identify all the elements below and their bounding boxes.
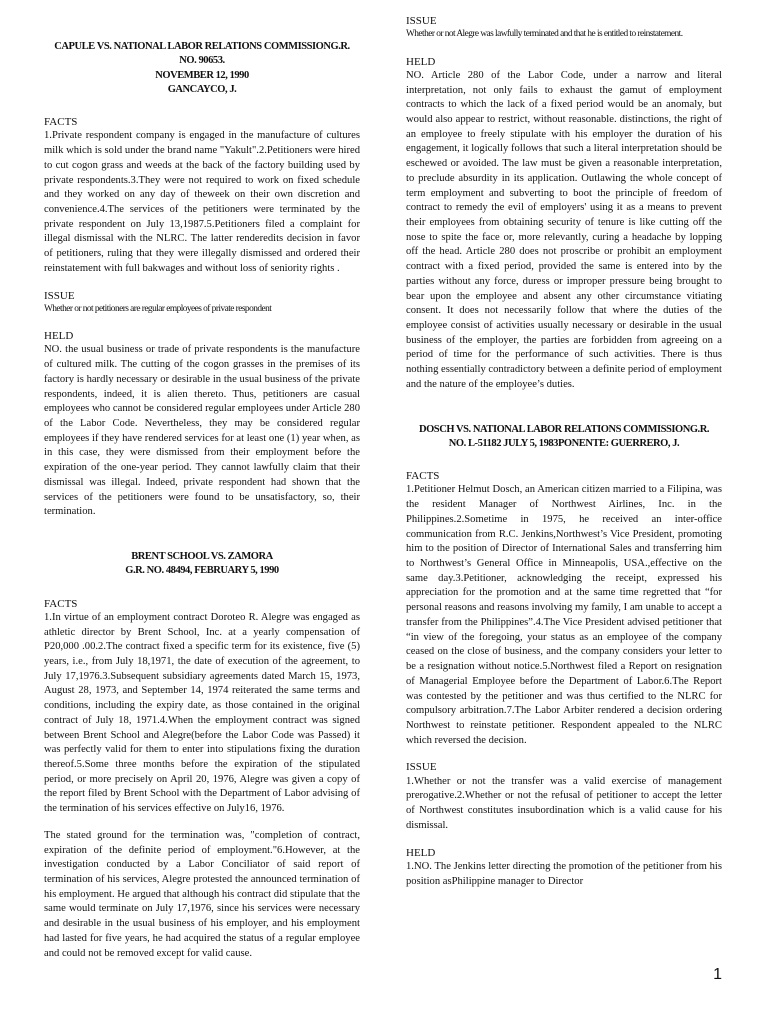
facts-text: 1.Private respondent company is engaged in the manufacture of cultures milk which is sold under the brand name "Yakult".2.Petitioners were hired to cut cogon grass and weeds at the back of the factory building used by private respondents.3.They were not required to work on fixed schedule and they worked on any day of theweek on their own discretion and convenience.4.The services of the petitioners were terminated by the private respondent on July 13,1987.5.Petitioners filed a complaint for illegal dismissal with the NLRC. The latter renderedits decision in favor of petitioners, ruling that they were illegally dismissed and ordered their reinstatement with full bakwages and without loss of seniority rights . (44, 130, 360, 274)
case-number: G.R. NO. 48494, FEBRUARY 5, 1990 (125, 565, 279, 577)
right-column (406, 14, 722, 901)
held-label: HELD (44, 330, 74, 343)
issue-label: ISSUE (44, 289, 75, 302)
facts-text: 1.In virtue of an employment contract Doroteo R. Alegre was engaged as athletic director by Brent School, Inc. at a yearly compensation of P20,000 .00.2.The contract fixed a specific term for its existence, five (5) years, i.e., from July 18,1971, the date of execution of the agreement, to July 17,1976.3.Subsequent subsidiary agreements dated March 15, 1973, August 28, 1973, and September 14, 1974 reiterated the same terms and conditions, including the expiry date, as those contained in the original contract of July 18, 1971.4.When the employment contract was signed between Brent School and Alegre(before the Labor Code was Passed) it was perfectly valid for them to enter into stipulations fixing the duration thereof.5.Some three months before the expiration of the stipulated period, or more precisely on April 20, 1976, Alegre was given a copy of the report filed by Brent School with the Department of Labor advising of the termination of his services effective on July16, 1976. (44, 611, 360, 815)
page-number: 1 (713, 966, 722, 983)
facts-text-continued: The stated ground for the termination was, "completion of contract, expiration of the definite period of employment."6.However, at the investigation conducted by a Labor Conciliator of said report of termination of his services, Alegre protested the announced termination of his employment. He argued that although his contract did stipulate that the same would terminate on July 17,1976, since his services were necessary and desirable in the usual business of his employer, and his employment had lasted for five years, he had acquired the status of a regular employee and could not be removed except for valid cause. (44, 829, 360, 959)
case-title: CAPULE VS. NATIONAL LABOR RELATIONS COMMISSIONG.R. (54, 41, 350, 52)
case-title: BRENT SCHOOL VS. ZAMORA (131, 550, 273, 562)
issue-label: ISSUE (406, 761, 437, 774)
case-heading (406, 423, 722, 452)
left-column (44, 40, 360, 973)
facts-text: 1.Petitioner Helmut Dosch, an American citizen married to a Filipina, was the resident Manager of Northwest Airlines, Inc. in the Philippines.2.Sometime in 1975, he received an inter-office communication from R.C. Jenkins,Northwest’s Vice President, promoting him to the position of Director of International Sales and transferring him to Northwest’s General Office in Minneapolis, USA.,effective on the same day.3.Petitioner, acknowledging the receipt, expressed his appreciation for the promotion and at the same time regretted that “for personal reasons and reasons involving my family, I am unable to accept a transfer from the Philippines”.4.The Vice President advised petitioner that “in view of the foregoing, your status as an employee of the company ceased on the close of business, and the company considers your letter to be a resignation without notice.5.Northwest filed a Report on resignation of Managerial Employee before the Department of Labor.6.The Report was contested by the petitioner and was thus certified to the NLRC for compulsory arbitration.7.The Labor Arbiter rendered a decision ordering Northwest to reinstate petitioner. Respondent appealed to the NLRC which reversed the decision. (406, 484, 722, 746)
case-heading (44, 550, 360, 579)
case-number: NO. L-51182 JULY 5, 1983PONENTE: GUERRERO, J. (448, 437, 680, 449)
issue-label: ISSUE (406, 15, 437, 27)
held-text: 1.NO. The Jenkins letter directing the promotion of the petitioner from his position asPhilippine manager to Director (406, 860, 722, 887)
case-ponente: GANCAYCO, J. (167, 83, 237, 95)
held-text: NO. the usual business or trade of private respondents is the manufacture of cultured milk. The cutting of the cogon grasses in the premises of its factory is hardly necessary or desirable in the usual business of the private respondents, indeed, it is alien thereto. Thus, petitioners are casual employees who cannot be considered regular employees under Article 280 of the Labor Code. Nevertheless, they may be considered regular employees if they have rendered services for at least one (1) year when, as in this case, they were dismissed from their employment before the expiration of the one-year period. They cannot lawfully claim that their dismissal was illegal. Indeed, private respondent had shown that the services of the petitioners were found to be unsatisfactory, so, their termination. (44, 344, 360, 518)
held-text: NO. Article 280 of the Labor Code, under a narrow and literal interpretation, not only fails to exhaust the gamut of employment contracts to which the lack of a fixed period would be an anomaly, but would also appear to restrict, without reasonable. distinctions, the right of an employee to freely stipulate with his employer the duration of his engagement, it logically follows that such a literal interpretation should be eschewed or avoided. The law must be given a reasonable interpretation, to preclude absurdity in its application. Outlawing the whole concept of term employment and subverting to boot the principle of freedom of contract to remedy the evil of employers' using it as a means to prevent their employees from obtaining security of tenure is like cutting off the nose to spite the face or, more relevantly, curing a headache by lopping off the head. Article 280 does not proscribe or prohibit an employment contract with a fixed period, provided the same is entered into by the parties without any force, duress or improper pressure being brought to bear upon the employee and absent any other circumstance vitiating consent. It does not necessarily follow that where the duties of the employee consist of activities usually necessary or desirable in the usual business of the employer, the parties are forbidden from agreeing on a period of time for the performance of such activities. There is thus nothing essentially contradictory between a definite period of employment and the nature of the employee’s duties. (406, 69, 722, 390)
issue-text: 1.Whether or not the transfer was a valid exercise of management prerogative.2.Whether or not the refusal of petitioner to accept the letter of Northwest constitutes insubordination which is a valid cause for his dismissal. (406, 775, 722, 831)
facts-label: FACTS (44, 597, 78, 610)
issue-text: Whether or not Alegre was lawfully terminated and that he is entitled to reinstatement. (406, 29, 683, 40)
case-title: DOSCH VS. NATIONAL LABOR RELATIONS COMMISSIONG.R. (418, 423, 710, 435)
case-number: NO. 90653. (179, 55, 225, 67)
case-date: NOVEMBER 12, 1990 (155, 69, 249, 81)
facts-label: FACTS (44, 116, 78, 129)
held-label: HELD (406, 846, 436, 859)
case-heading (44, 40, 360, 97)
section-spacer (406, 405, 722, 423)
section-spacer (44, 532, 360, 550)
issue-text: Whether or not petitioners are regular employees of private respondent (44, 303, 272, 314)
held-label: HELD (406, 55, 436, 68)
facts-label: FACTS (406, 470, 440, 483)
